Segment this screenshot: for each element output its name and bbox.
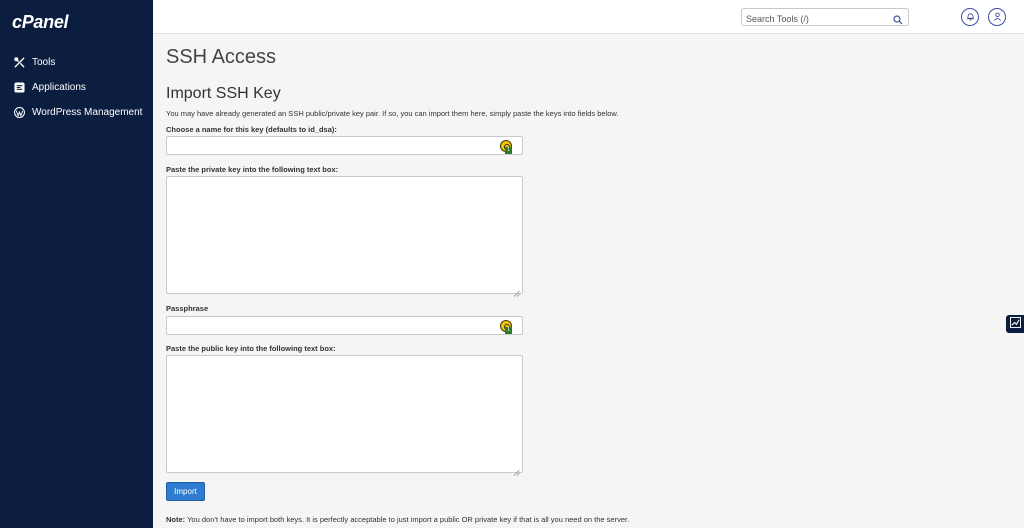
analytics-side-tab[interactable] bbox=[1006, 315, 1024, 333]
search-input[interactable] bbox=[742, 11, 890, 27]
private-key-label: Paste the private key into the following text box: bbox=[166, 165, 339, 174]
cpanel-logo[interactable]: cPanel bbox=[12, 12, 69, 32]
user-icon bbox=[993, 8, 1002, 26]
sidebar-item-label: Tools bbox=[32, 57, 56, 68]
intro-text: You may have already generated an SSH public/private key pair. If so, you can import them here, simply paste the keys into fields below. bbox=[166, 109, 619, 118]
search-box bbox=[741, 8, 909, 26]
wordpress-icon bbox=[13, 107, 25, 119]
passphrase-label: Passphrase bbox=[166, 304, 209, 313]
sidebar-nav bbox=[0, 50, 153, 125]
public-key-label: Paste the public key into the following text box: bbox=[166, 344, 336, 353]
resize-handle-icon[interactable] bbox=[513, 463, 520, 470]
sidebar-item-applications[interactable] bbox=[0, 75, 153, 100]
note-body: You don’t have to import both keys. It is perfectly acceptable to just import a public OR private key if that is all you need on the server. bbox=[185, 515, 630, 524]
key-name-label: Choose a name for this key (defaults to id_dsa): bbox=[166, 125, 337, 134]
sidebar-item-tools[interactable] bbox=[0, 50, 153, 75]
private-key-textarea[interactable] bbox=[166, 176, 523, 294]
trend-chart-icon bbox=[1010, 315, 1021, 333]
public-key-textarea[interactable] bbox=[166, 355, 523, 473]
password-manager-badge: 1 bbox=[505, 327, 512, 334]
sidebar-item-wordpress[interactable] bbox=[0, 100, 153, 125]
applications-icon bbox=[13, 82, 25, 94]
passphrase-input[interactable] bbox=[167, 319, 497, 336]
note-text bbox=[166, 515, 629, 524]
sidebar-item-label: Applications bbox=[32, 82, 86, 93]
sidebar bbox=[0, 0, 153, 528]
notifications-button[interactable] bbox=[961, 8, 979, 26]
import-button[interactable]: Import bbox=[166, 482, 205, 501]
passphrase-field-wrapper bbox=[166, 316, 523, 335]
bell-icon bbox=[966, 8, 975, 26]
password-manager-badge: 1 bbox=[505, 147, 512, 154]
resize-handle-icon[interactable] bbox=[513, 284, 520, 291]
top-bar bbox=[153, 0, 1024, 34]
search-icon[interactable] bbox=[893, 12, 903, 22]
note-label: Note: bbox=[166, 515, 186, 524]
section-title: Import SSH Key bbox=[166, 85, 281, 102]
user-menu-button[interactable] bbox=[988, 8, 1006, 26]
sidebar-item-label: WordPress Management bbox=[32, 107, 143, 118]
key-name-field-wrapper bbox=[166, 136, 523, 155]
page-title: SSH Access bbox=[166, 46, 277, 68]
tools-icon bbox=[13, 57, 25, 69]
key-name-input[interactable] bbox=[167, 139, 497, 156]
